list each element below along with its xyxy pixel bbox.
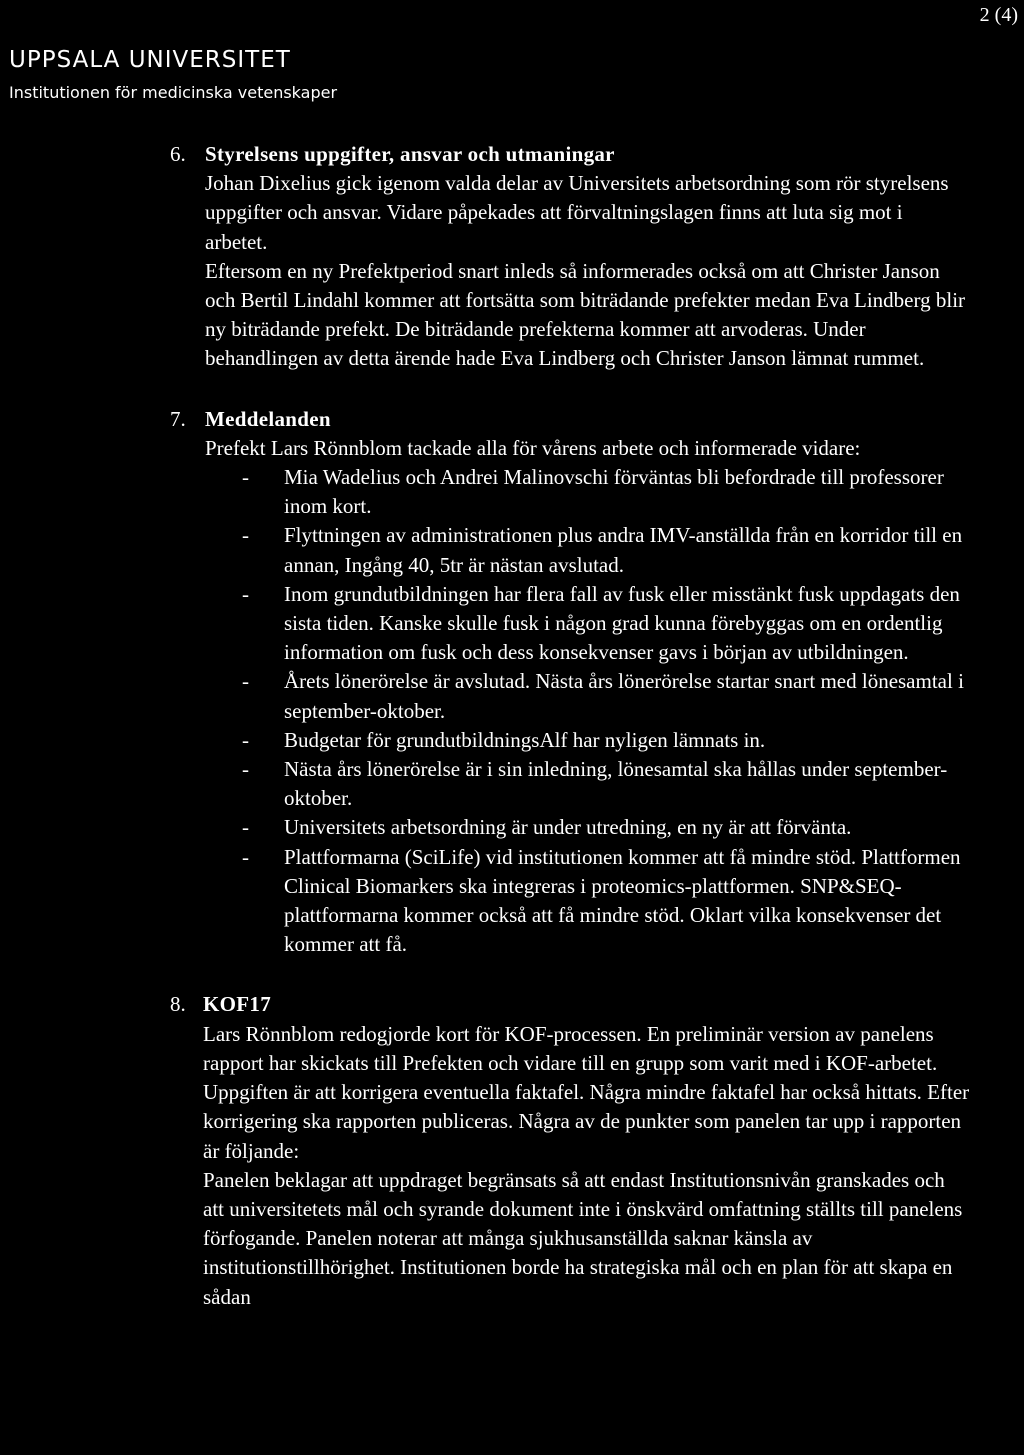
dash-marker: - [242,465,249,490]
paragraph: Lars Rönnblom redogjorde kort för KOF-processen. En preliminär version av panelens rapport har skickats till Prefekten och vidare till en grupp som varit med i KOF-arbetet. Uppgiften är att korrigera eventuella faktafel. Några mindre faktafel har också hittats. Efter korrigering ska rapporten publiceras. Några av de punkter som panelen tar upp i rapporten är följande: [203,1021,970,1163]
dash-marker: - [242,669,249,694]
section-7 [170,405,970,960]
section-title: Meddelanden [205,406,331,431]
list-item-text: Plattformarna (SciLife) vid institutionen kommer att få mindre stöd. Plattformen Clinical Biomarkers ska integreras i proteomics-plattformen. SNP&SEQ-plattformarna kommer också att få mindre stöd. Oklart vilka konsekvenser det kommer att få. [284,844,961,957]
list-item [205,463,970,521]
dash-marker: - [242,727,249,752]
list-item-text: Universitets arbetsordning är under utredning, en ny är att förvänta. [284,815,852,840]
list-item-text: Nästa års lönerörelse är i sin inledning, lönesamtal ska hållas under september-oktober. [284,757,948,811]
section-8 [170,990,970,1311]
minutes-body [170,140,970,1343]
institution-name: Institutionen för medicinska vetenskaper [9,83,338,102]
section-6 [170,140,970,374]
section-body [205,140,970,374]
dash-marker: - [242,523,249,548]
list-item-text: Mia Wadelius och Andrei Malinovschi förväntas bli befordrade till professorer inom kort. [284,465,944,519]
section-number: 7. [170,406,186,431]
dash-marker: - [242,757,249,782]
list-item-text: Budgetar för grundutbildningsAlf har nyligen lämnats in. [284,727,766,752]
list-item-text: Flyttningen av administrationen plus andra IMV-anställda från en korridor till en annan, Ingång 40, 5tr är nästan avslutad. [284,523,963,577]
list-item [205,667,970,725]
section-body [203,990,970,1311]
dash-marker: - [242,844,249,869]
list-item [205,755,970,813]
letterhead [9,40,337,106]
university-name: UPPSALA UNIVERSITET [9,47,291,73]
paragraph: Prefekt Lars Rönnblom tackade alla för vårens arbete och informerade vidare: [205,435,861,460]
list-item [205,726,970,755]
dash-marker: - [242,581,249,606]
list-item [205,813,970,842]
list-item [205,843,970,960]
paragraph: Johan Dixelius gick igenom valda delar av Universitets arbetsordning som rör styrelsens uppgifter och ansvar. Vidare påpekades att förvaltningslagen finns att luta sig mot i arbetet. [205,171,949,254]
announcement-list [205,463,970,959]
list-item [205,521,970,579]
dash-marker: - [242,815,249,840]
list-item-text: Årets lönerörelse är avslutad. Nästa års lönerörelse startar snart med lönesamtal i september-oktober. [284,669,964,723]
list-item-text: Inom grundutbildningen har flera fall av fusk eller misstänkt fusk uppdagats den sista tiden. Kanske skulle fusk i någon grad kunna förebyggas om en ordentlig information om fusk och dess konsekvenser gavs i början av utbildningen. [284,581,960,665]
section-number: 6. [170,142,186,166]
paragraph: Panelen beklagar att uppdraget begränsats så att endast Institutionsnivån granskades och att universitetets mål och syrande dokument inte i önskvärd omfattning ställts till panelens förfogande. Panelen noterar att många sjukhusanställda saknar känsla av institutionstillhörighet. Institutionen borde ha strategiska mål och en plan för att skapa en sådan [203,1167,963,1309]
section-number: 8. [170,992,186,1017]
page-number: 2 (4) [979,4,1018,26]
paragraph: Eftersom en ny Prefektperiod snart inleds så informerades också om att Christer Janson och Bertil Lindahl kommer att fortsätta som biträdande prefekter medan Eva Lindberg blir ny biträdande prefekt. De biträdande prefekterna kommer att arvoderas. Under behandlingen av detta ärende hade Eva Lindberg och Christer Janson lämnat rummet. [205,258,966,371]
list-item [205,580,970,668]
section-body [205,405,970,960]
section-title: KOF17 [203,992,271,1017]
section-title: Styrelsens uppgifter, ansvar och utmaningar [205,142,615,166]
